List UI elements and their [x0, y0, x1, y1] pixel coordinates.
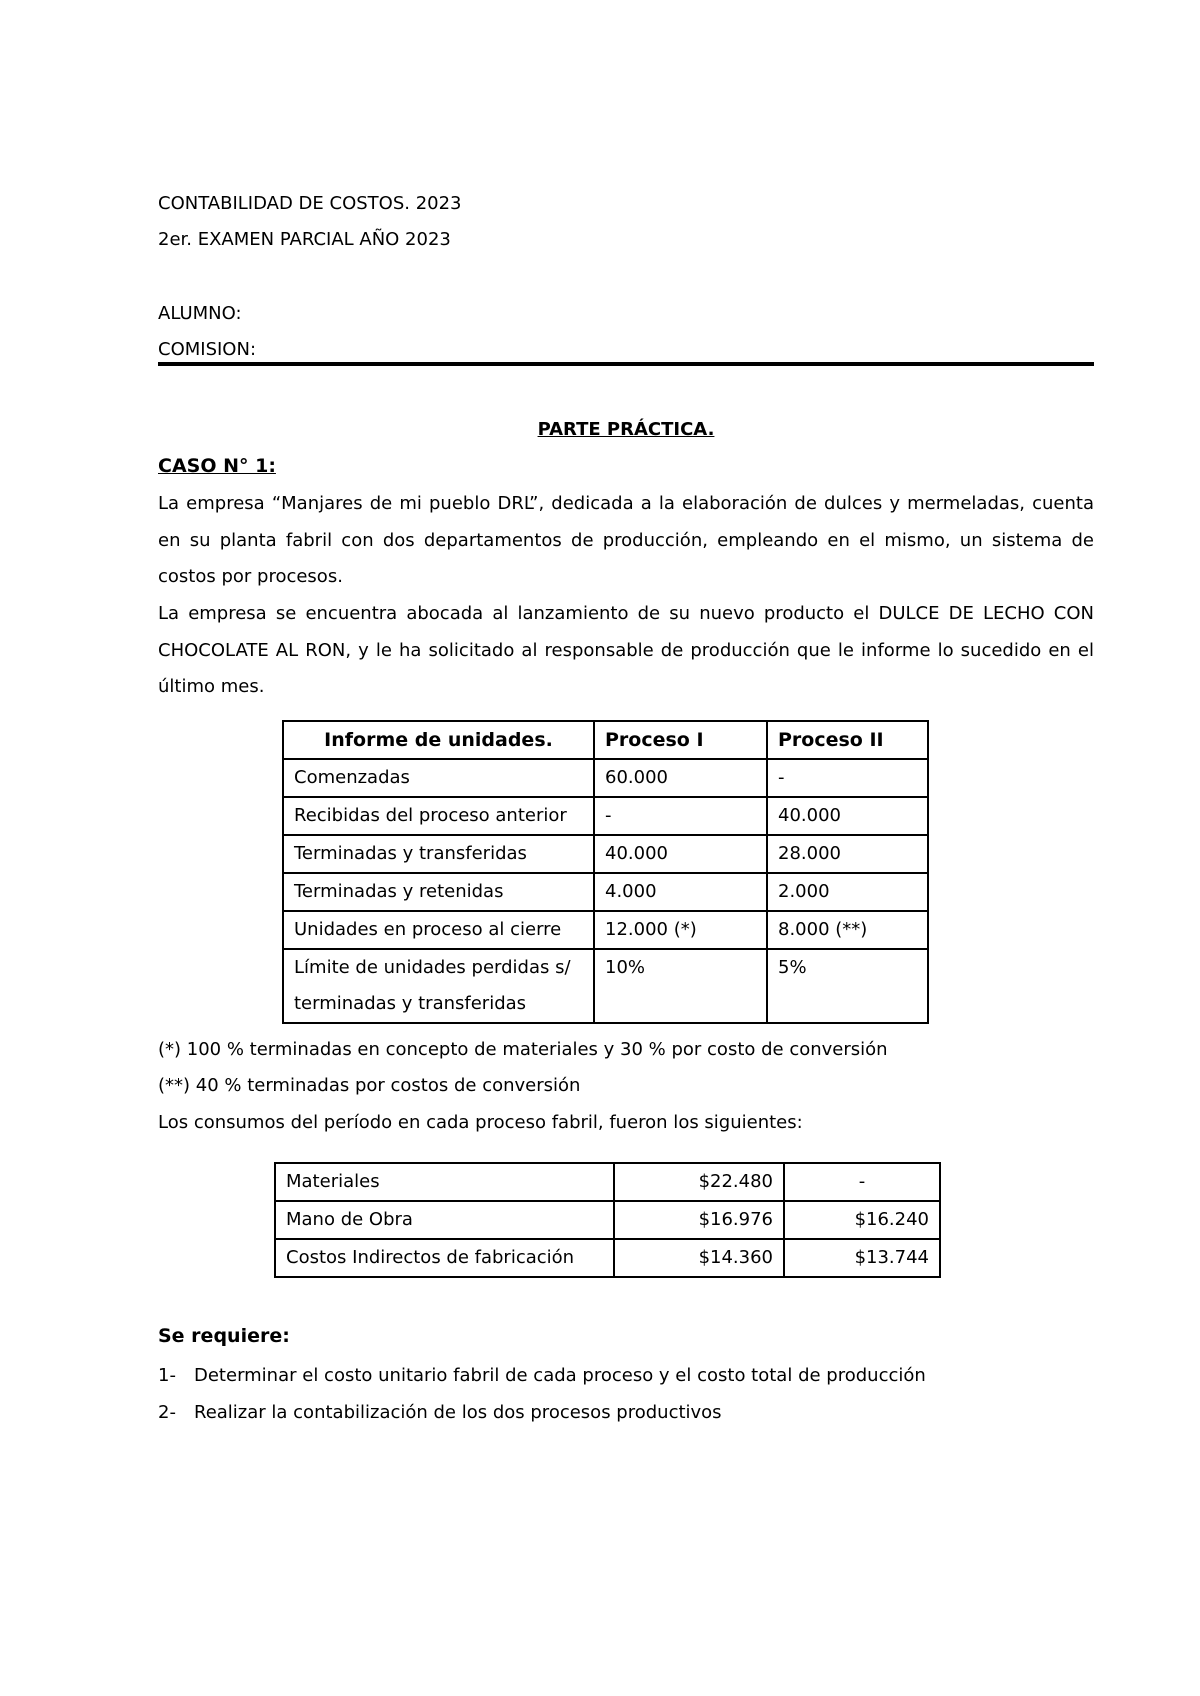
requirement-item [158, 1395, 722, 1431]
student-label: ALUMNO: [158, 303, 242, 324]
table-row [275, 1239, 940, 1277]
table-cell: Terminadas y retenidas [283, 873, 594, 911]
section-title: PARTE PRÁCTICA. [537, 419, 715, 440]
table-cell: 4.000 [594, 873, 767, 911]
table-row [283, 835, 928, 873]
table-row [275, 1163, 940, 1201]
table-cell: - [594, 797, 767, 835]
table-cell: 8.000 (**) [767, 911, 928, 949]
consumption-table [274, 1162, 941, 1278]
table-row [283, 911, 928, 949]
table-cell: Unidades en proceso al cierre [283, 911, 594, 949]
table-cell: 60.000 [594, 759, 767, 797]
table-cell: 10% [594, 949, 767, 1023]
table-row [283, 949, 928, 1023]
requirement-number: 2- [158, 1402, 176, 1423]
table-header-cell: Informe de unidades. [283, 721, 594, 759]
table-cell: Terminadas y transferidas [283, 835, 594, 873]
table-cell: 40.000 [767, 797, 928, 835]
commission-label: COMISION: [158, 339, 257, 360]
units-report-table [282, 720, 929, 1024]
table-header-cell: Proceso II [767, 721, 928, 759]
table-cell: 40.000 [594, 835, 767, 873]
table-row [275, 1201, 940, 1239]
requirement-item [158, 1358, 926, 1394]
table-cell: Comenzadas [283, 759, 594, 797]
table-cell: - [784, 1163, 940, 1201]
table-cell: Costos Indirectos de fabricación [275, 1239, 614, 1277]
case-paragraph-2: La empresa se encuentra abocada al lanzamiento de su nuevo producto el DULCE DE LECHO CON CHOCOLATE AL RON, y le ha solicitado al responsable de producción que le informe lo sucedido en el último mes. [158, 603, 1094, 698]
case-paragraph-1: La empresa “Manjares de mi pueblo DRL”, dedicada a la elaboración de dulces y mermeladas, cuenta en su planta fabril con dos departamentos de producción, empleando en el mismo, un sistema de costos por procesos. [158, 493, 1094, 588]
table-cell: $16.976 [614, 1201, 784, 1239]
header-divider [158, 362, 1094, 366]
exam-title: 2er. EXAMEN PARCIAL AÑO 2023 [158, 229, 451, 250]
table-header-cell: Proceso I [594, 721, 767, 759]
table-cell: Mano de Obra [275, 1201, 614, 1239]
requirement-text: Determinar el costo unitario fabril de cada proceso y el costo total de producción [194, 1365, 926, 1386]
table-cell: $22.480 [614, 1163, 784, 1201]
table-cell: $14.360 [614, 1239, 784, 1277]
table-cell: $13.744 [784, 1239, 940, 1277]
case-title: CASO N° 1: [158, 455, 276, 477]
table-cell: Recibidas del proceso anterior [283, 797, 594, 835]
table-row [283, 873, 928, 911]
table-row [283, 759, 928, 797]
table-cell: - [767, 759, 928, 797]
table-cell: 28.000 [767, 835, 928, 873]
table-cell: 5% [767, 949, 928, 1023]
table-cell: 2.000 [767, 873, 928, 911]
table-row [283, 797, 928, 835]
table-cell: $16.240 [784, 1201, 940, 1239]
requirement-number: 1- [158, 1365, 176, 1386]
table-cell: Límite de unidades perdidas s/ terminadas y transferidas [283, 949, 594, 1023]
table-cell: 12.000 (*) [594, 911, 767, 949]
consumption-intro: Los consumos del período en cada proceso fabril, fueron los siguientes: [158, 1112, 803, 1133]
table-cell: Materiales [275, 1163, 614, 1201]
table-header-row [283, 721, 928, 759]
footnote-1: (*) 100 % terminadas en concepto de materiales y 30 % por costo de conversión [158, 1039, 888, 1060]
requirement-text: Realizar la contabilización de los dos procesos productivos [194, 1402, 722, 1423]
footnote-2: (**) 40 % terminadas por costos de conversión [158, 1075, 581, 1096]
course-title: CONTABILIDAD DE COSTOS. 2023 [158, 193, 462, 214]
requirements-title: Se requiere: [158, 1325, 290, 1347]
